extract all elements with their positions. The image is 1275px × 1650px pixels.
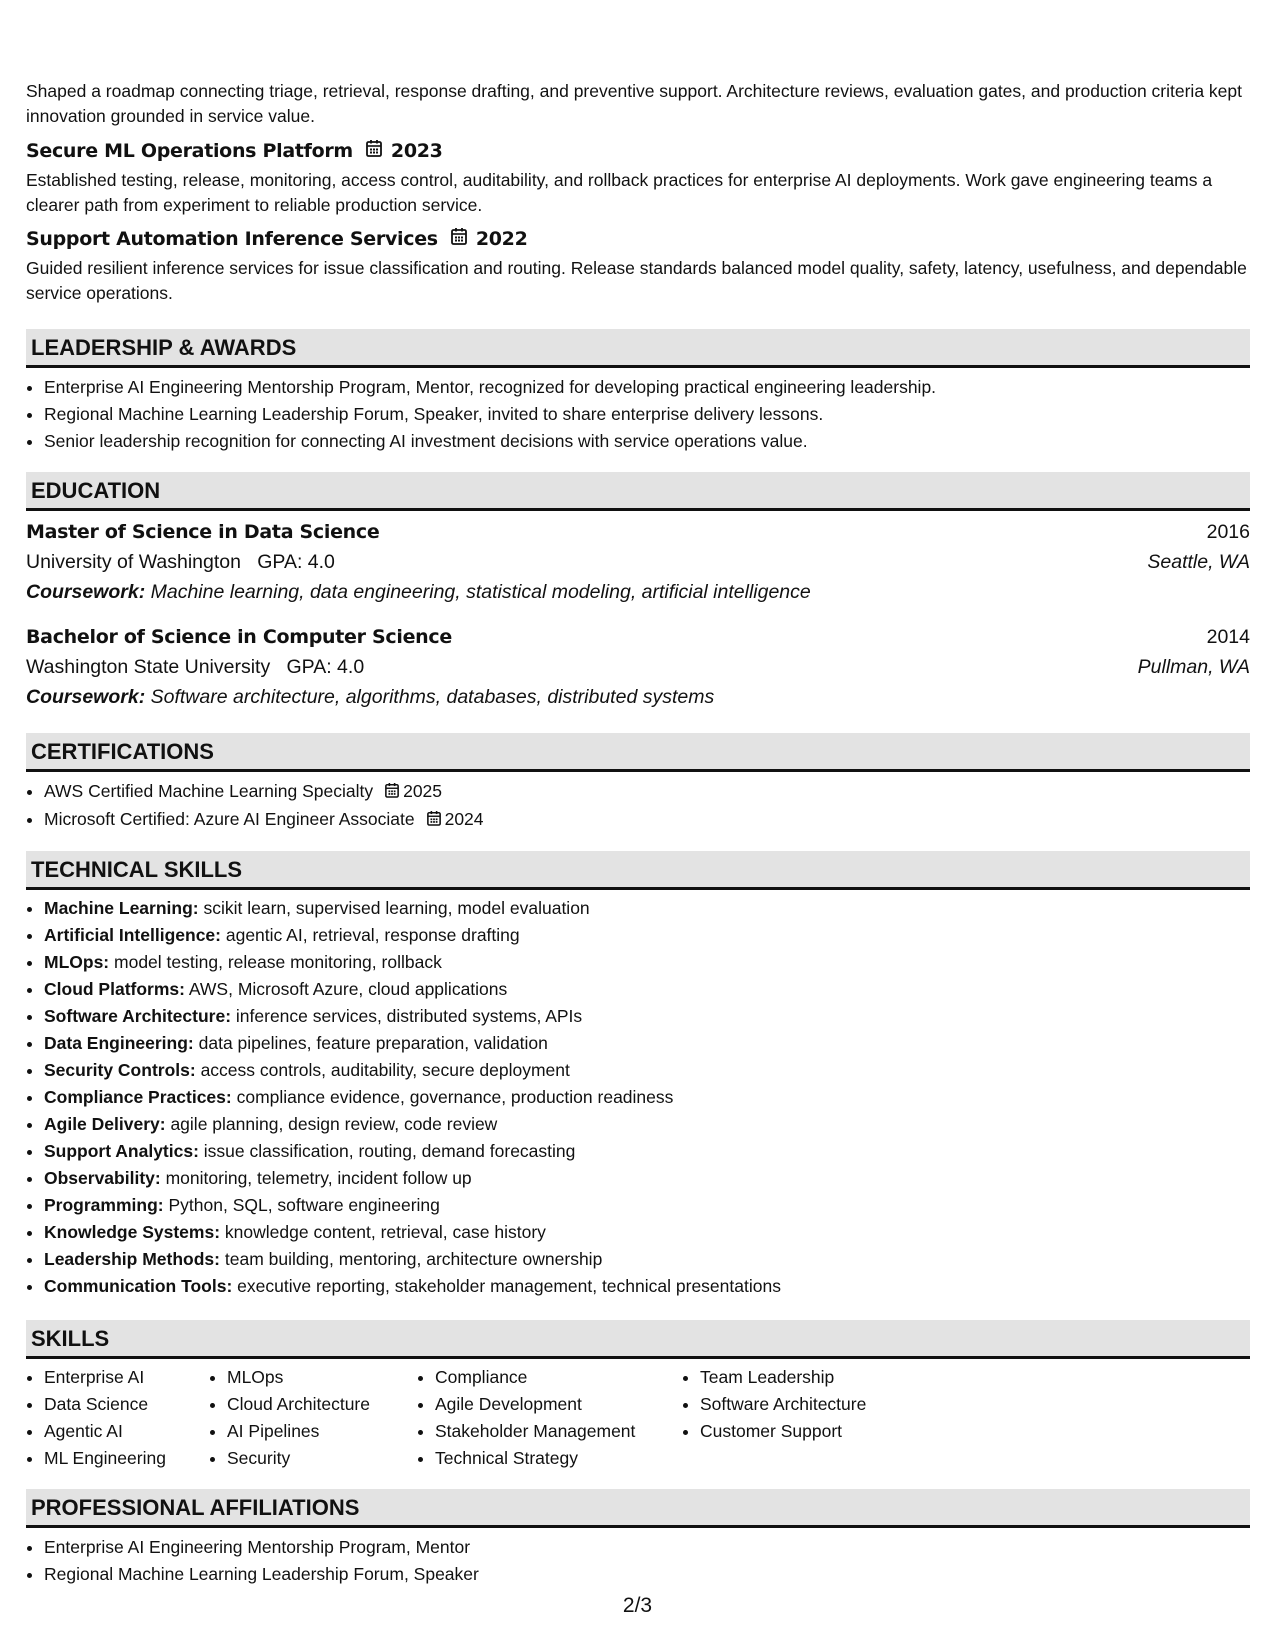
skill-values: scikit learn, supervised learning, model evaluation: [203, 898, 590, 918]
list-item: • Regional Machine Learning Leadership Forum, Speaker: [44, 1561, 1268, 1588]
education-entry: [26, 517, 1250, 607]
section-title: SKILLS: [31, 1326, 110, 1351]
section-title: EDUCATION: [31, 478, 161, 503]
technical-skill-item: [44, 949, 1268, 976]
skill-category: Communication Tools:: [44, 1276, 233, 1296]
technical-skill-item: [44, 1219, 1268, 1246]
technical-skill-item: [44, 922, 1268, 949]
gpa: GPA: 4.0: [286, 656, 365, 678]
skills-column: [417, 1364, 682, 1472]
coursework-label: Coursework:: [26, 581, 146, 603]
skill-values: AWS, Microsoft Azure, cloud applications: [188, 979, 508, 999]
technical-skill-item: [44, 1057, 1268, 1084]
technical-skill-item: [44, 1192, 1268, 1219]
skill-category: Agile Delivery:: [44, 1114, 166, 1134]
project-title: Secure ML Operations Platform: [26, 139, 353, 162]
skill-item: • Compliance: [435, 1364, 682, 1391]
school-location: Pullman, WA: [1137, 656, 1250, 678]
technical-skill-item: [44, 1273, 1268, 1300]
skills-column: [209, 1364, 417, 1472]
skill-category: Security Controls:: [44, 1060, 196, 1080]
skill-values: executive reporting, stakeholder management, technical presentations: [237, 1276, 781, 1296]
skill-category: Support Analytics:: [44, 1141, 199, 1161]
skill-category: Data Engineering:: [44, 1033, 194, 1053]
section-title: TECHNICAL SKILLS: [31, 857, 243, 882]
section-header-education: [26, 472, 1250, 511]
page-number: 2/3: [622, 1594, 653, 1617]
project-description: Shaped a roadmap connecting triage, retrieval, response drafting, and preventive support. Architecture reviews, evaluation gates, and production criteria kept innovation grounded in service value.: [26, 81, 1242, 126]
list-item: [44, 806, 1268, 834]
section-header-skills: [26, 1320, 1250, 1359]
skill-item: • AI Pipelines: [227, 1418, 417, 1445]
coursework-text: Machine learning, data engineering, statistical modeling, artificial intelligence: [150, 581, 811, 603]
project-description: Guided resilient inference services for issue classification and routing. Release standards balanced model quality, safety, latency, usefulness, and dependable service operations.: [26, 258, 1247, 303]
list-item: [44, 778, 1268, 806]
skill-category: Machine Learning:: [44, 898, 199, 918]
leadership-list: [26, 374, 1268, 455]
skill-values: knowledge content, retrieval, case history: [224, 1222, 546, 1242]
skill-item: • Stakeholder Management: [435, 1418, 682, 1445]
project-year: 2022: [475, 227, 528, 250]
project-title-row: [26, 139, 1250, 162]
skill-values: Python, SQL, software engineering: [168, 1195, 440, 1215]
skill-category: Programming:: [44, 1195, 164, 1215]
list-item: • Senior leadership recognition for connecting AI investment decisions with service operations value.: [44, 428, 1268, 455]
technical-skill-item: [44, 1030, 1268, 1057]
certifications-list: [26, 778, 1268, 834]
skill-category: Leadership Methods:: [44, 1249, 220, 1269]
skill-item: • MLOps: [227, 1364, 417, 1391]
list-item: • Enterprise AI Engineering Mentorship Program, Mentor: [44, 1534, 1268, 1561]
coursework: [26, 577, 1250, 607]
section-header-leadership: [26, 329, 1250, 368]
skill-category: Knowledge Systems:: [44, 1222, 221, 1242]
certification-name: AWS Certified Machine Learning Specialty: [44, 781, 374, 801]
section-title: PROFESSIONAL AFFILIATIONS: [31, 1495, 360, 1520]
calendar-icon: [366, 139, 382, 162]
affiliations-list: [26, 1534, 1268, 1588]
calendar-icon: [427, 807, 441, 834]
calendar-icon: [451, 227, 467, 250]
degree-year: 2014: [1206, 626, 1250, 648]
skill-item: • Software Architecture: [700, 1391, 900, 1418]
skill-item: • Cloud Architecture: [227, 1391, 417, 1418]
calendar-icon: [385, 779, 399, 806]
coursework: [26, 682, 1250, 712]
section-title: CERTIFICATIONS: [31, 739, 214, 764]
project-year: 2023: [390, 139, 443, 162]
skill-item: • Customer Support: [700, 1418, 900, 1445]
skill-category: Cloud Platforms:: [44, 979, 185, 999]
skill-category: Software Architecture:: [44, 1006, 232, 1026]
skill-item: • Security: [227, 1445, 417, 1472]
project-entry: [26, 139, 1250, 217]
skill-values: model testing, release monitoring, rollback: [114, 952, 442, 972]
section-header-technical-skills: [26, 851, 1250, 890]
section-header-certifications: [26, 733, 1250, 772]
technical-skills-list: [26, 895, 1268, 1300]
project-title-row: [26, 227, 1250, 250]
skill-category: MLOps:: [44, 952, 110, 972]
school-location: Seattle, WA: [1147, 551, 1250, 573]
certification-name: Microsoft Certified: Azure AI Engineer Associate: [44, 808, 415, 829]
project-entry: [26, 227, 1250, 305]
skills-grid: [26, 1364, 1250, 1472]
skill-item: • ML Engineering: [44, 1445, 209, 1472]
project-title: Support Automation Inference Services: [26, 227, 438, 250]
section-header-affiliations: [26, 1489, 1250, 1528]
list-item: • Enterprise AI Engineering Mentorship Program, Mentor, recognized for developing practical engineering leadership.: [44, 374, 1268, 401]
technical-skill-item: [44, 1111, 1268, 1138]
skill-values: monitoring, telemetry, incident follow up: [165, 1168, 472, 1188]
skill-item: • Team Leadership: [700, 1364, 900, 1391]
degree-year: 2016: [1206, 521, 1250, 543]
skill-item: • Enterprise AI: [44, 1364, 209, 1391]
skill-item: • Agentic AI: [44, 1418, 209, 1445]
certification-year: 2024: [444, 808, 484, 829]
technical-skill-item: [44, 1003, 1268, 1030]
skill-category: Compliance Practices:: [44, 1087, 232, 1107]
coursework-text: Software architecture, algorithms, databases, distributed systems: [150, 686, 715, 708]
section-title: LEADERSHIP & AWARDS: [31, 335, 297, 360]
skill-item: • Technical Strategy: [435, 1445, 682, 1472]
school-name: University of Washington: [26, 551, 241, 573]
skill-values: compliance evidence, governance, production readiness: [236, 1087, 674, 1107]
skill-item: • Data Science: [44, 1391, 209, 1418]
list-item: • Regional Machine Learning Leadership Forum, Speaker, invited to share enterprise delivery lessons.: [44, 401, 1268, 428]
school-name: Washington State University: [26, 656, 271, 678]
skill-values: access controls, auditability, secure deployment: [200, 1060, 570, 1080]
degree-title: Bachelor of Science in Computer Science: [26, 626, 452, 648]
skill-category: Artificial Intelligence:: [44, 925, 221, 945]
skill-values: inference services, distributed systems, APIs: [235, 1006, 583, 1026]
project-description: Established testing, release, monitoring, access control, auditability, and rollback practices for enterprise AI deployments. Work gave engineering teams a clearer path from experiment to reliable production service.: [26, 170, 1213, 215]
skills-column: [26, 1364, 209, 1472]
skill-category: Observability:: [44, 1168, 161, 1188]
skill-values: issue classification, routing, demand forecasting: [203, 1141, 576, 1161]
degree-title: Master of Science in Data Science: [26, 521, 380, 543]
technical-skill-item: [44, 976, 1268, 1003]
technical-skill-item: [44, 1138, 1268, 1165]
certification-year: 2025: [403, 781, 443, 801]
skill-values: team building, mentoring, architecture ownership: [224, 1249, 603, 1269]
technical-skill-item: [44, 1084, 1268, 1111]
skill-values: data pipelines, feature preparation, validation: [198, 1033, 548, 1053]
technical-skill-item: [44, 1165, 1268, 1192]
skill-item: • Agile Development: [435, 1391, 682, 1418]
gpa: GPA: 4.0: [257, 551, 335, 573]
skills-column: [682, 1364, 900, 1472]
skill-values: agile planning, design review, code review: [170, 1114, 498, 1134]
technical-skill-item: [44, 895, 1268, 922]
coursework-label: Coursework:: [26, 686, 146, 708]
technical-skill-item: [44, 1246, 1268, 1273]
education-entry: [26, 622, 1250, 712]
skill-values: agentic AI, retrieval, response drafting: [225, 925, 520, 945]
